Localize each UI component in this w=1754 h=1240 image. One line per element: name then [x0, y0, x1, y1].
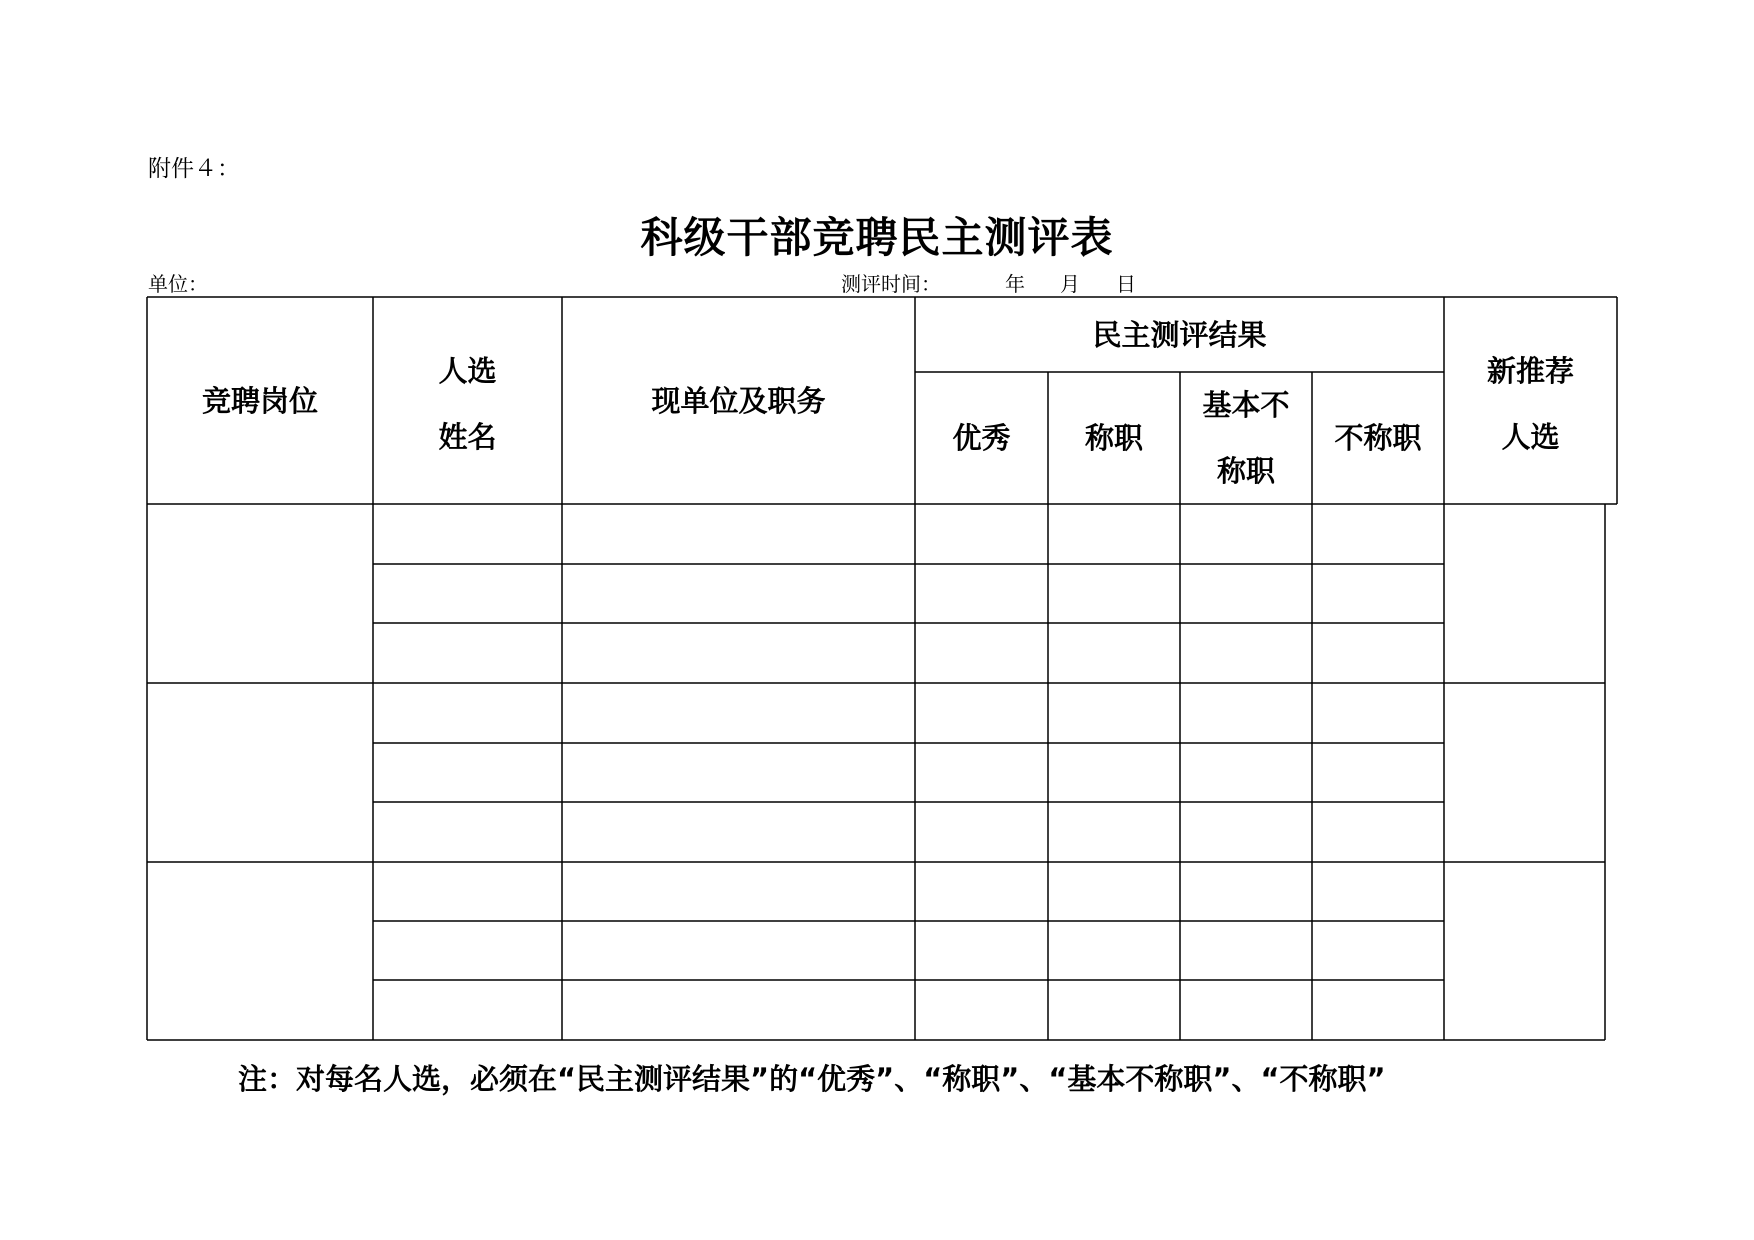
col-header-new-line1: 新推荐	[1486, 354, 1574, 388]
current-unit-cell[interactable]	[563, 922, 914, 979]
candidate-name-cell[interactable]	[374, 744, 561, 801]
col-header-competent: 称职	[1084, 421, 1143, 455]
excellent-cell[interactable]	[916, 565, 1047, 622]
competent-cell[interactable]	[1049, 624, 1179, 682]
col-header-candidate-name	[373, 338, 562, 470]
competent-cell[interactable]	[1049, 505, 1179, 563]
new-recommend-cell[interactable]	[1445, 505, 1604, 682]
position-cell[interactable]	[148, 863, 372, 1040]
candidate-name-cell[interactable]	[374, 803, 561, 861]
candidate-name-cell[interactable]	[374, 981, 561, 1039]
excellent-cell[interactable]	[916, 803, 1047, 861]
competent-cell[interactable]	[1049, 981, 1179, 1039]
unit-label: 单位：	[148, 272, 208, 296]
candidate-name-cell[interactable]	[374, 863, 561, 920]
eval-time-label: 测评时间：	[841, 272, 941, 296]
competent-cell[interactable]	[1049, 803, 1179, 861]
incompetent-cell[interactable]	[1313, 505, 1443, 563]
excellent-cell[interactable]	[916, 744, 1047, 801]
col-header-candidate-line1: 人选	[438, 354, 497, 388]
current-unit-cell[interactable]	[563, 624, 914, 682]
basic-incompetent-cell[interactable]	[1181, 922, 1311, 979]
current-unit-cell[interactable]	[563, 803, 914, 861]
month-label: 月	[1060, 272, 1080, 296]
col-header-excellent: 优秀	[952, 421, 1011, 455]
basic-incompetent-cell[interactable]	[1181, 981, 1311, 1039]
excellent-cell[interactable]	[916, 922, 1047, 979]
excellent-cell[interactable]	[916, 624, 1047, 682]
candidate-name-cell[interactable]	[374, 624, 561, 682]
competent-cell[interactable]	[1049, 565, 1179, 622]
group-header-result: 民主测评结果	[1092, 317, 1267, 352]
candidate-name-cell[interactable]	[374, 684, 561, 742]
basic-incompetent-cell[interactable]	[1181, 624, 1311, 682]
incompetent-cell[interactable]	[1313, 624, 1443, 682]
col-header-position: 竞聘岗位	[201, 383, 318, 418]
incompetent-cell[interactable]	[1313, 803, 1443, 861]
incompetent-cell[interactable]	[1313, 565, 1443, 622]
incompetent-cell[interactable]	[1313, 744, 1443, 801]
current-unit-cell[interactable]	[563, 565, 914, 622]
incompetent-cell[interactable]	[1313, 863, 1443, 920]
col-header-new-line2: 人选	[1501, 420, 1560, 454]
excellent-cell[interactable]	[916, 863, 1047, 920]
new-recommend-cell[interactable]	[1445, 863, 1604, 1040]
competent-cell[interactable]	[1049, 684, 1179, 742]
candidate-name-cell[interactable]	[374, 922, 561, 979]
competent-cell[interactable]	[1049, 863, 1179, 920]
incompetent-cell[interactable]	[1313, 922, 1443, 979]
basic-incompetent-cell[interactable]	[1181, 744, 1311, 801]
new-recommend-cell[interactable]	[1445, 684, 1604, 861]
basic-incompetent-cell[interactable]	[1181, 565, 1311, 622]
col-header-current-unit: 现单位及职务	[651, 383, 826, 418]
current-unit-cell[interactable]	[563, 863, 914, 920]
competent-cell[interactable]	[1049, 744, 1179, 801]
col-header-basic-incompetent	[1180, 372, 1312, 504]
excellent-cell[interactable]	[916, 981, 1047, 1039]
basic-incompetent-cell[interactable]	[1181, 863, 1311, 920]
current-unit-cell[interactable]	[563, 981, 914, 1039]
day-label: 日	[1116, 272, 1136, 296]
col-header-basic-line2: 称职	[1216, 454, 1275, 488]
basic-incompetent-cell[interactable]	[1181, 505, 1311, 563]
page-title: 科级干部竞聘民主测评表	[640, 213, 1114, 262]
current-unit-cell[interactable]	[563, 505, 914, 563]
incompetent-cell[interactable]	[1313, 981, 1443, 1039]
col-header-basic-line1: 基本不	[1202, 388, 1290, 422]
excellent-cell[interactable]	[916, 684, 1047, 742]
position-cell[interactable]	[148, 684, 372, 861]
footnote: 注：对每名人选，必须在“民主测评结果”的“优秀”、“称职”、“基本不称职”、“不称职”	[238, 1062, 1386, 1096]
attachment-label: 附件４：	[148, 156, 240, 182]
position-cell[interactable]	[148, 505, 372, 682]
col-header-incompetent: 不称职	[1334, 421, 1422, 455]
candidate-name-cell[interactable]	[374, 505, 561, 563]
year-label: 年	[1005, 272, 1025, 296]
basic-incompetent-cell[interactable]	[1181, 803, 1311, 861]
col-header-candidate-line2: 姓名	[438, 420, 497, 454]
current-unit-cell[interactable]	[563, 684, 914, 742]
competent-cell[interactable]	[1049, 922, 1179, 979]
incompetent-cell[interactable]	[1313, 684, 1443, 742]
col-header-new-recommend	[1444, 338, 1617, 470]
basic-incompetent-cell[interactable]	[1181, 684, 1311, 742]
current-unit-cell[interactable]	[563, 744, 914, 801]
excellent-cell[interactable]	[916, 505, 1047, 563]
candidate-name-cell[interactable]	[374, 565, 561, 622]
